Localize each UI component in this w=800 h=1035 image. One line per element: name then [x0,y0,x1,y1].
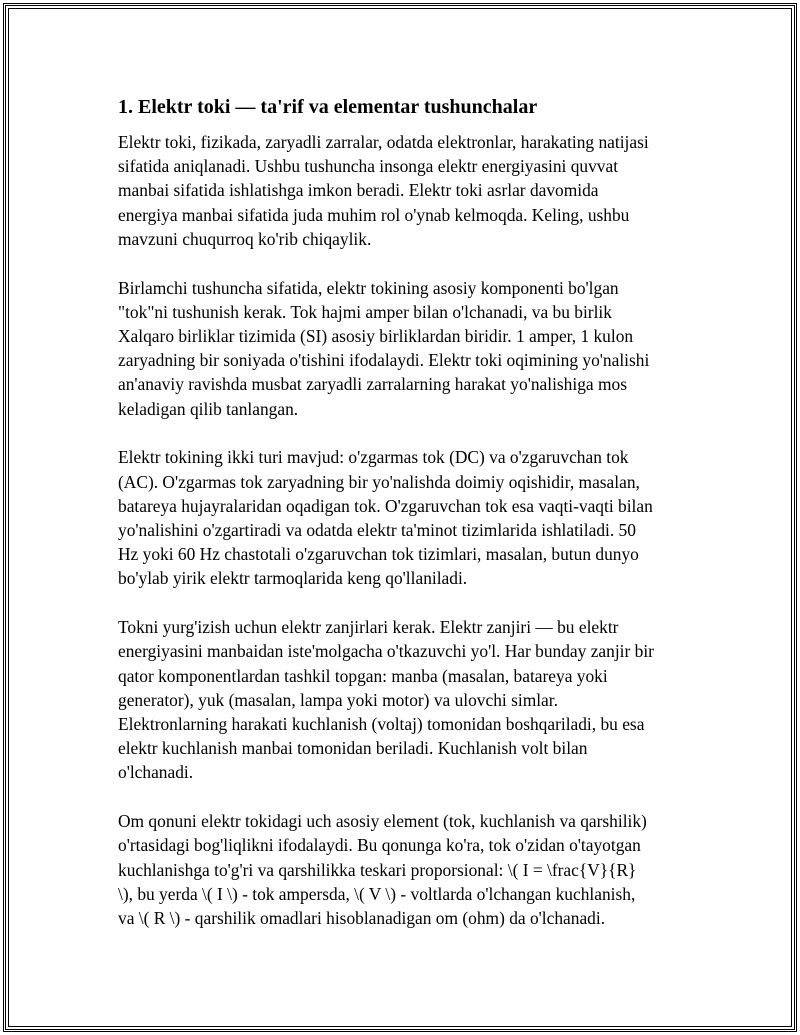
text-line: \), bu yerda \( I \) - tok ampersda, \( V \) - voltlarda o'lchangan kuchlanish, [118,883,636,904]
text-line: Om qonuni elektr tokidagi uch asosiy element (tok, kuchlanish va qarshilik) [118,811,647,832]
text-line: "tok"ni tushunish kerak. Tok hajmi amper bilan o'lchanadi, va bu birlik [118,301,612,322]
text-line: zaryadning bir soniyada o'tishini ifodalaydi. Elektr toki oqimining yo'nalishi [118,350,650,371]
paragraph-2 [118,276,688,421]
document-body [118,93,688,955]
text-line: batareya hujayralaridan oqadigan tok. O'zgaruvchan tok esa vaqti-vaqti bilan [118,495,653,516]
text-line: generator), yuk (masalan, lampa yoki motor) va ulovchi simlar. [118,689,558,710]
text-line: o'lchanadi. [118,762,194,783]
text-line: kuchlanishga to'g'ri va qarshilikka teskari proporsional: \( I = \frac{V}{R} [118,859,637,880]
text-line: qator komponentlardan tashkil topgan: manba (masalan, batareya yoki [118,665,608,686]
text-line: mavzuni chuqurroq ko'rib chiqaylik. [118,228,372,249]
paragraph-5 [118,809,688,930]
text-line: Elektr toki, fizikada, zaryadli zarralar, odatda elektronlar, harakating natijasi [118,132,649,152]
text-line: (AC). O'zgarmas tok zaryadning bir yo'nalishda doimiy oqishidir, masalan, [118,471,640,492]
text-line: Elektr tokining ikki turi mavjud: o'zgarmas tok (DC) va o'zgaruvchan tok [118,447,629,468]
text-line: bo'ylab yirik elektr tarmoqlarida keng qo'llaniladi. [118,568,468,589]
text-line: energiya manbai sifatida juda muhim rol o'ynab kelmoqda. Keling, ushbu [118,204,630,225]
text-line: Elektronlarning harakati kuchlanish (voltaj) tomonidan boshqariladi, bu esa [118,714,645,735]
text-line: yo'nalishini o'zgartiradi va odatda elektr ta'minot tizimlarida ishlatiladi. 50 [118,520,636,541]
text-line: sifatida aniqlanadi. Ushbu tushuncha insonga elektr energiyasini quvvat [118,156,619,177]
text-line: o'rtasidagi bog'liqlikni ifodalaydi. Bu qonunga ko'ra, tok o'zidan o'tayotgan [118,835,641,856]
text-line: Tokni yurg'izish uchun elektr zanjirlari kerak. Elektr zanjiri — bu elektr [118,617,619,638]
text-line: Hz yoki 60 Hz chastotali o'zgaruvchan tok tizimlari, masalan, butun dunyo [118,544,639,565]
text-line: an'anaviy ravishda musbat zaryadli zarralarning harakat yo'nalishiga mos [118,374,627,395]
paragraph-3 [118,445,688,590]
text-line: Xalqaro birliklar tizimida (SI) asosiy birliklardan biridir. 1 amper, 1 kulon [118,326,634,347]
text-line: keladigan qilib tanlangan. [118,398,299,419]
text-line: va \( R \) - qarshilik omadlari hisoblanadigan om (ohm) da o'lchanadi. [118,908,606,929]
text-line: Birlamchi tushuncha sifatida, elektr tokining asosiy komponenti bo'lgan [118,277,619,298]
text-line: manbai sifatida ishlatishga imkon beradi. Elektr toki asrlar davomida [118,180,599,201]
text-line: elektr kuchlanish manbai tomonidan beriladi. Kuchlanish volt bilan [118,738,588,759]
paragraph-1 [118,130,688,251]
paragraph-4 [118,615,688,784]
section-heading: 1. Elektr toki — ta'rif va elementar tushunchalar [118,96,538,118]
text-line: energiyasini manbaidan iste'molgacha o'tkazuvchi yo'l. Har bunday zanjir bir [118,641,654,662]
